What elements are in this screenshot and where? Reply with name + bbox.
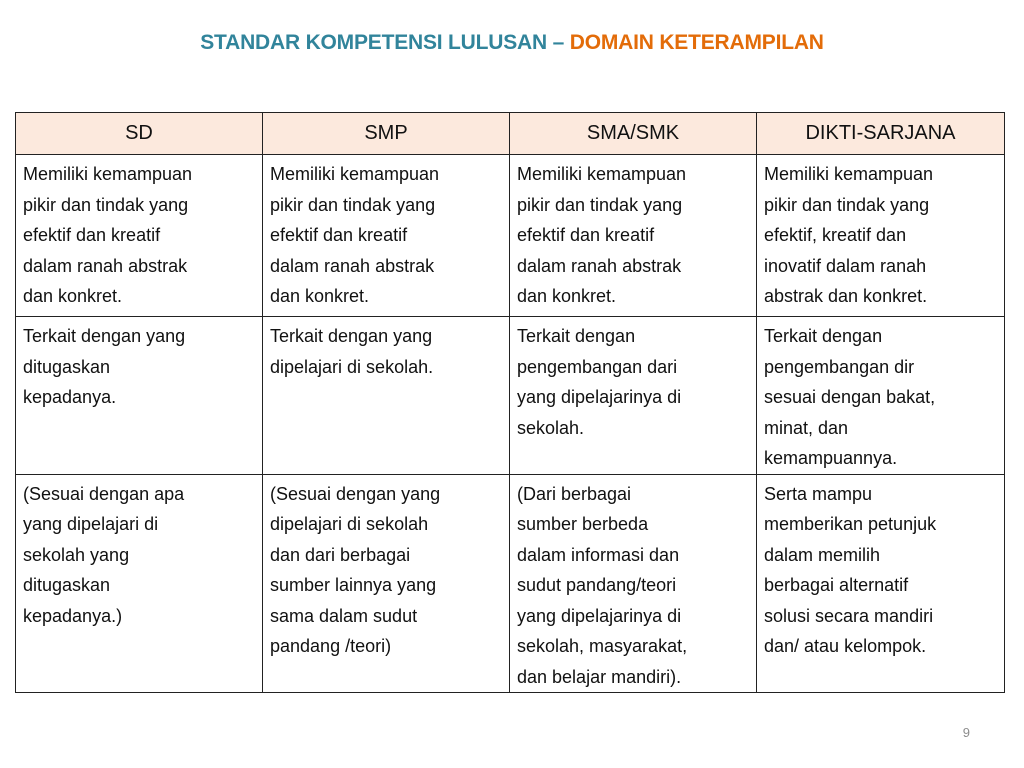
page-number: 9 <box>962 725 970 740</box>
table-cell: (Sesuai dengan yang dipelajari di sekolah dan dari berbagai sumber lainnya yang sama dalam sudut pandang /teori) <box>263 474 510 693</box>
table-row <box>16 317 1005 475</box>
slide-title-part1: STANDAR KOMPETENSI LULUSAN – <box>200 31 570 54</box>
header-dikti-sarjana: DIKTI-SARJANA <box>757 113 1005 155</box>
table-row <box>16 155 1005 317</box>
header-sma-smk: SMA/SMK <box>510 113 757 155</box>
table-row <box>16 474 1005 693</box>
table-cell: Terkait dengan pengembangan dari yang dipelajarinya di sekolah. <box>510 317 757 475</box>
table-cell: Memiliki kemampuan pikir dan tindak yang efektif dan kreatif dalam ranah abstrak dan konkret. <box>16 155 263 317</box>
table-cell: Terkait dengan pengembangan dir sesuai dengan bakat, minat, dan kemampuannya. <box>757 317 1005 475</box>
table-cell: Memiliki kemampuan pikir dan tindak yang efektif, kreatif dan inovatif dalam ranah abstrak dan konkret. <box>757 155 1005 317</box>
table-cell: Memiliki kemampuan pikir dan tindak yang efektif dan kreatif dalam ranah abstrak dan konkret. <box>263 155 510 317</box>
header-smp: SMP <box>263 113 510 155</box>
table-cell: Memiliki kemampuan pikir dan tindak yang efektif dan kreatif dalam ranah abstrak dan konkret. <box>510 155 757 317</box>
table-header-row <box>16 113 1005 155</box>
table-cell: (Sesuai dengan apa yang dipelajari di sekolah yang ditugaskan kepadanya.) <box>16 474 263 693</box>
competency-table <box>15 112 1005 693</box>
slide-title-part2: DOMAIN KETERAMPILAN <box>569 31 824 54</box>
header-sd: SD <box>16 113 263 155</box>
table-cell: Serta mampu memberikan petunjuk dalam memilih berbagai alternatif solusi secara mandiri dan/ atau kelompok. <box>757 474 1005 693</box>
table-cell: Terkait dengan yang ditugaskan kepadanya. <box>16 317 263 475</box>
table-cell: (Dari berbagai sumber berbeda dalam informasi dan sudut pandang/teori yang dipelajarinya di sekolah, masyarakat, dan belajar mandiri). <box>510 474 757 693</box>
table-cell: Terkait dengan yang dipelajari di sekolah. <box>263 317 510 475</box>
slide-title <box>0 31 1024 55</box>
